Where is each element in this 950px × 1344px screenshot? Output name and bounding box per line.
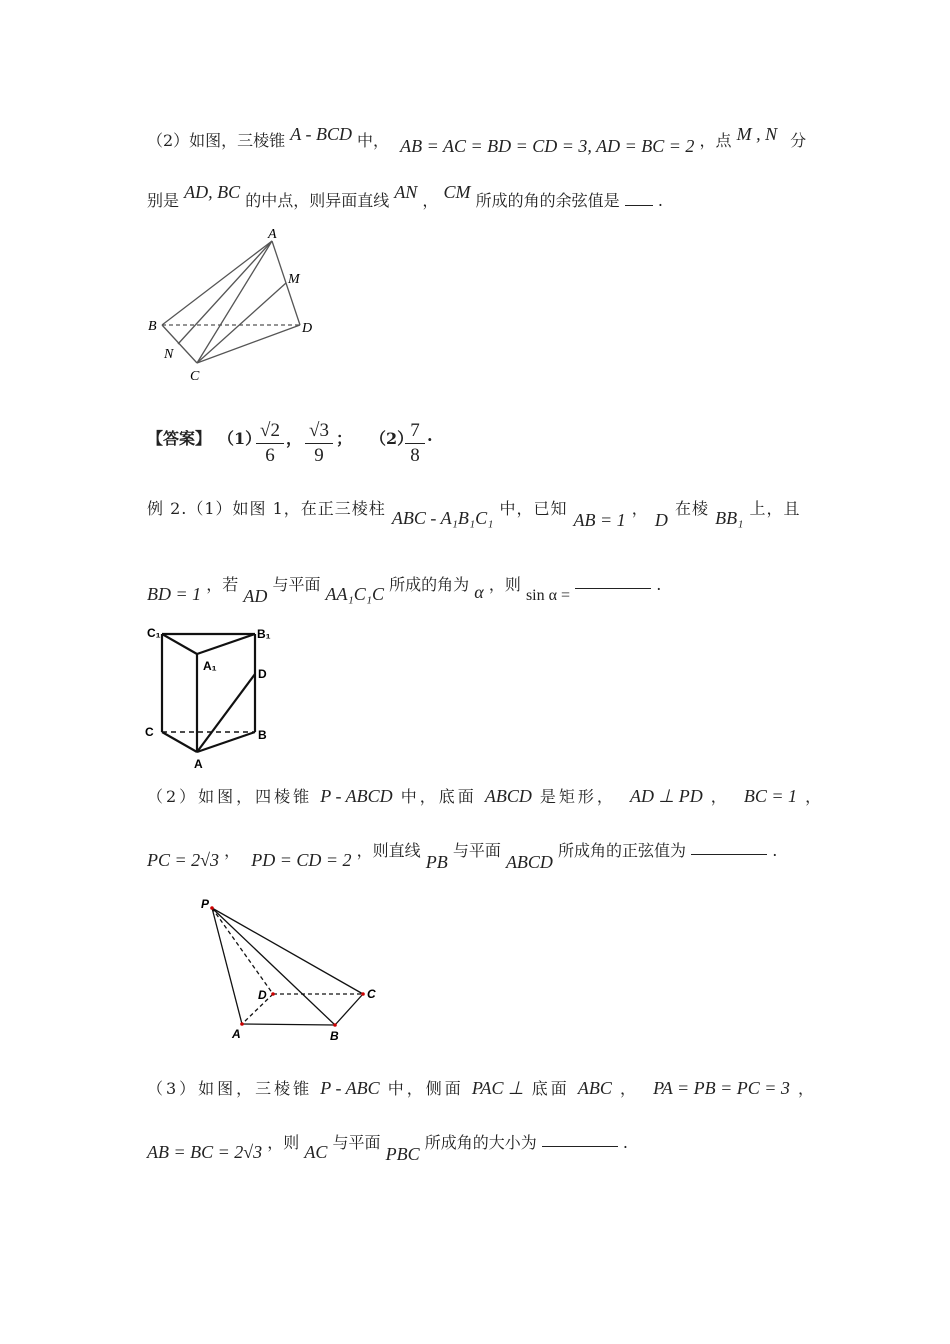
base-abc: ABC [577,1078,612,1098]
ex21-comma: ， [631,499,649,518]
answer-part2: （2） [370,429,414,448]
ex21-line2 [147,572,662,606]
ex23-mid: 中，侧面 [387,1079,464,1098]
tetrahedron-name: A - BCD [290,124,352,144]
label-b: B [330,1029,339,1043]
ex23-line2 [147,1130,628,1164]
ex23-t1: 底面 [531,1079,570,1098]
answer-part1: （1） [218,429,262,448]
q2-prefix: （2）如图，三棱锥 [147,131,286,150]
ex21-t4: ，则 [488,575,521,594]
line-pb: PB [425,852,448,872]
angle-blank [542,1132,618,1147]
ex22-t1b: ，则直线 [356,841,421,860]
ex23-t2b: 与平面 [332,1133,381,1152]
ex22-prefix: （2）如图，四棱锥 [147,787,313,806]
bc-eq-1: BC = 1 [743,786,798,806]
label-c: C [367,987,376,1001]
q2-line1 [147,124,807,156]
sin-alpha: sin α = [525,587,571,604]
prism-name: ABC - A₁B₁C₁ [391,508,494,528]
ex23-comma: ， [619,1079,639,1098]
ex22-mid: 中，底面 [400,787,477,806]
q2-midpoints: AD, BC [184,182,241,202]
q2-dian: ，点 [699,131,732,150]
tetrahedron-figure [140,225,340,385]
ex23-end: ， [797,1079,817,1098]
plane-abcd: ABCD [505,852,553,872]
pd-eq-cd: PD = CD = 2 [251,850,352,870]
q2-t1: 的中点，则异面直线 [245,191,390,210]
label-d: D [258,667,267,681]
ex21-t3: 所成的角为 [389,575,470,594]
answer-comma: ， [286,429,303,448]
point-d: D [654,510,669,530]
ex21-t2b: 与平面 [272,575,321,594]
ex22-comma2: ， [224,841,241,860]
q2-points-mn: M , N [736,124,778,144]
label-b: B [258,728,267,742]
prism-figure [143,622,283,772]
q2-end: . [657,191,663,210]
frac1-num: √2 [260,420,280,441]
label-a: A [194,757,203,771]
label-c1: C₁ [147,626,161,640]
bd-eq-1: BD = 1 [147,584,202,604]
plane-pbc: PBC [385,1144,420,1164]
label-n: N [164,347,174,362]
edge-bb1: BB₁ [715,508,744,528]
frac1-den: 6 [265,445,275,466]
plane-aa1c1c: AA₁C₁C [325,584,385,604]
ex22-t3: 所成角的正弦值为 [558,841,687,860]
label-d: D [302,321,313,336]
ex22-t1: 是矩形， [539,787,616,806]
q2-sep: ， [422,191,439,210]
base-abcd: ABCD [484,786,532,806]
plane-pac-perp: PAC ⊥ [471,1078,524,1098]
q2-mid: 中， [357,131,390,150]
pyramid-name: P - ABCD [320,786,393,806]
angle-alpha: α [474,582,484,602]
frac2-num: √3 [309,420,329,441]
ex23-t3: 所成角的大小为 [424,1133,537,1152]
sin-blank [575,574,651,589]
label-p: P [201,897,210,911]
frac3-num: 7 [410,420,420,441]
q2-fen: 分 [790,131,807,150]
answer-blank [625,191,653,206]
label-b1: B₁ [257,627,271,641]
fraction-7-over-8 [405,420,425,467]
ex21-end: . [656,575,662,594]
pyramid-figure [196,894,396,1044]
label-a: A [232,1027,241,1041]
ex22-end: ， [805,787,825,806]
label-c: C [190,369,200,384]
frac2-den: 9 [314,445,324,466]
ex23-line1 [147,1076,817,1099]
q2-line2 [147,182,663,210]
ex22-t2b: 与平面 [452,841,501,860]
pc-eq: PC = 2√3 [147,850,220,870]
q2-prefix2: 别是 [147,191,180,210]
line-cm: CM [443,182,471,202]
q2-t2: 所成的角的余弦值是 [475,191,620,210]
label-b: B [148,319,157,334]
label-d: D [258,988,267,1002]
ex21-t1b: ，若 [206,575,239,594]
ex23-prefix: （3）如图，三棱锥 [147,1079,313,1098]
sine-blank [691,840,767,855]
ex23-t1b: ，则 [267,1133,300,1152]
q2-conditions: AB = AC = BD = CD = 3, AD = BC = 2 [400,136,695,156]
ex21-t1: 在棱 [674,499,709,518]
answer-label: 【答案】 [147,429,212,448]
ex22-comma: ， [710,787,730,806]
label-c: C [145,725,154,739]
ex21-line1 [147,496,801,530]
frac3-den: 8 [410,445,420,466]
label-a1: A₁ [203,659,217,673]
fraction-sqrt2-over-6 [256,420,284,467]
ex21-prefix: 例 2.（1）如图 1，在正三棱柱 [147,499,386,518]
ex22-line1 [147,784,824,807]
line-ac: AC [304,1142,328,1162]
ex21-t2: 上，且 [749,499,801,518]
answer-semi: ； [336,429,353,448]
line-an: AN [394,182,418,202]
ab-eq-1: AB = 1 [573,510,626,530]
ex23-end2: . [622,1133,628,1152]
pyramid-pabc: P - ABC [320,1078,380,1098]
ex22-line2 [147,838,778,872]
label-m: M [288,272,300,287]
ab-bc-eq: AB = BC = 2√3 [147,1142,263,1162]
ex21-mid: 中，已知 [499,499,568,518]
fraction-sqrt3-over-9 [305,420,333,467]
ex22-end2: . [772,841,778,860]
line-ad: AD [243,586,268,606]
label-a: A [268,227,277,242]
answer-dot: . [427,426,433,445]
ad-perp-pd: AD ⊥ PD [630,786,703,806]
pa-pb-pc-eq-3: PA = PB = PC = 3 [653,1078,790,1098]
